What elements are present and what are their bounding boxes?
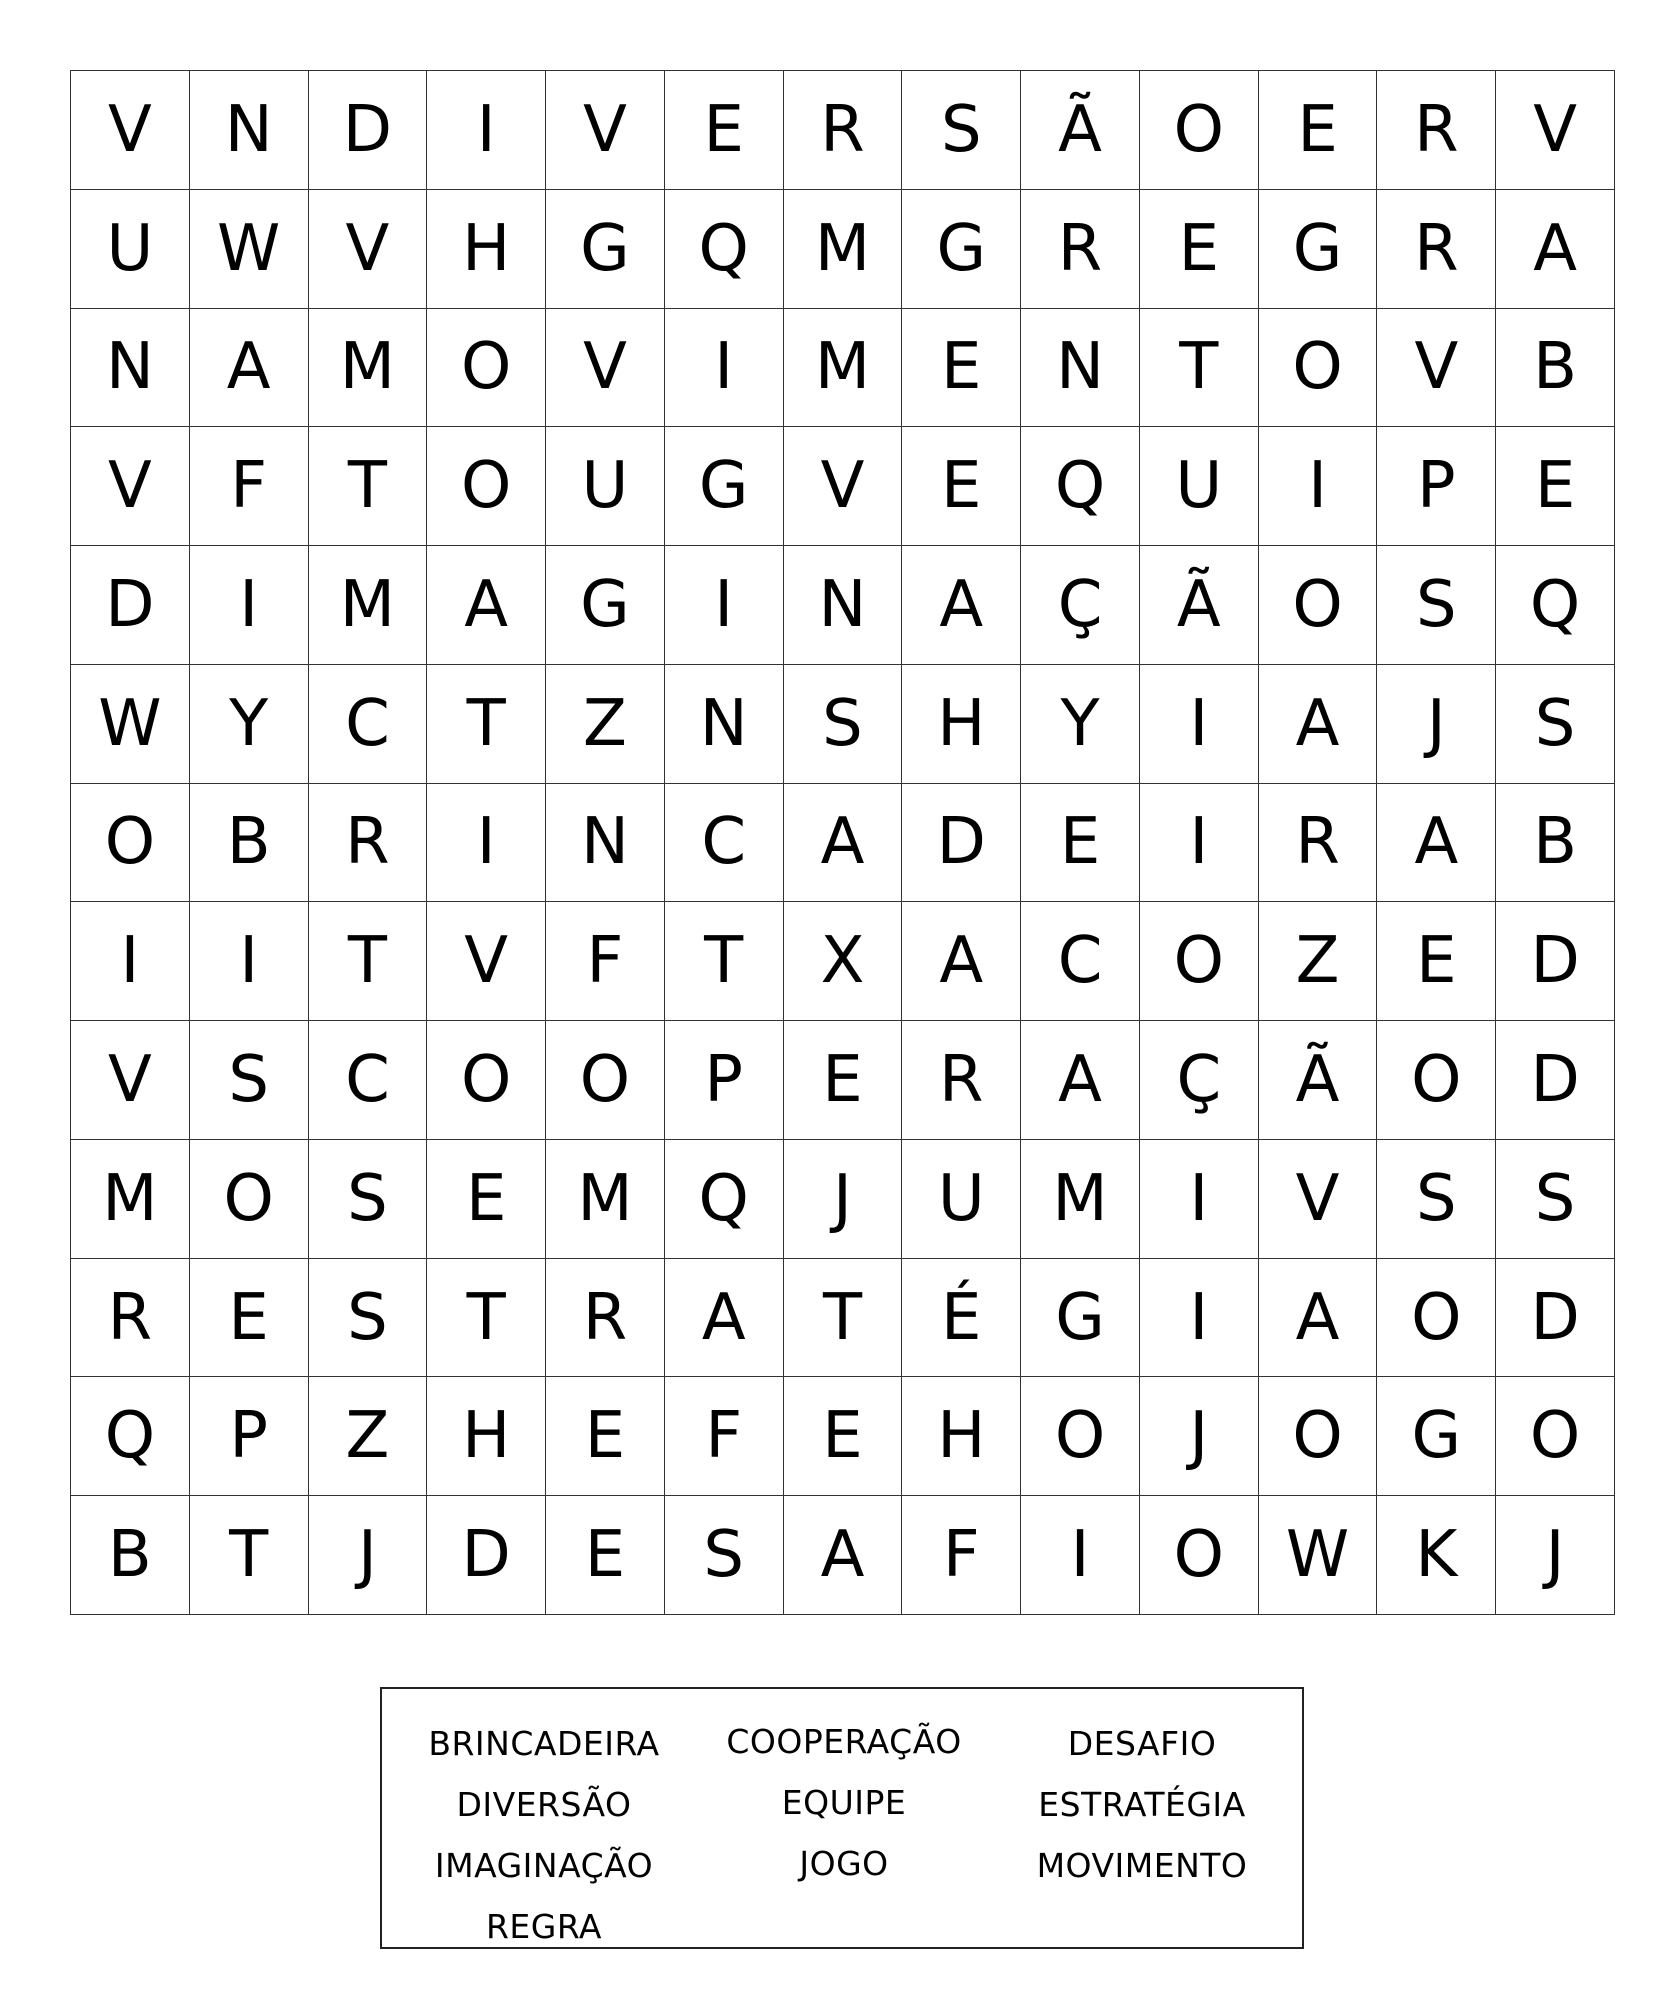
grid-cell[interactable]: G [1259, 190, 1378, 309]
grid-cell[interactable]: A [784, 784, 903, 903]
grid-cell[interactable]: U [1140, 427, 1259, 546]
grid-cell[interactable]: Y [190, 665, 309, 784]
grid-cell[interactable]: O [1140, 902, 1259, 1021]
grid-cell[interactable]: R [1259, 784, 1378, 903]
grid-cell[interactable]: C [665, 784, 784, 903]
grid-cell[interactable]: Y [1021, 665, 1140, 784]
grid-cell[interactable]: I [1259, 427, 1378, 546]
grid-cell[interactable]: A [1259, 1259, 1378, 1378]
grid-cell[interactable]: B [1496, 784, 1615, 903]
grid-cell[interactable]: S [309, 1259, 428, 1378]
grid-cell[interactable]: I [427, 71, 546, 190]
grid-cell[interactable]: K [1377, 1496, 1496, 1615]
grid-cell[interactable]: I [1140, 1259, 1259, 1378]
grid-cell[interactable]: O [1259, 309, 1378, 428]
grid-cell[interactable]: R [902, 1021, 1021, 1140]
grid-cell[interactable]: S [1496, 665, 1615, 784]
grid-cell[interactable]: Q [1496, 546, 1615, 665]
grid-cell[interactable]: R [309, 784, 428, 903]
grid-cell[interactable]: T [427, 665, 546, 784]
grid-cell[interactable]: E [1021, 784, 1140, 903]
grid-cell[interactable]: O [1259, 1377, 1378, 1496]
grid-cell[interactable]: E [546, 1377, 665, 1496]
grid-cell[interactable]: O [1496, 1377, 1615, 1496]
grid-cell[interactable]: D [902, 784, 1021, 903]
grid-cell[interactable]: Ã [1021, 71, 1140, 190]
grid-cell[interactable]: N [784, 546, 903, 665]
letter-grid [70, 70, 1615, 1615]
grid-cell[interactable]: M [784, 190, 903, 309]
grid-cell[interactable]: A [902, 902, 1021, 1021]
word-brincadeira: BRINCADEIRA [428, 1724, 660, 1763]
grid-cell[interactable]: S [902, 71, 1021, 190]
grid-cell[interactable]: J [309, 1496, 428, 1615]
grid-cell[interactable]: V [309, 190, 428, 309]
grid-cell[interactable]: Ã [1140, 546, 1259, 665]
grid-cell[interactable]: M [309, 309, 428, 428]
grid-cell[interactable]: E [784, 1377, 903, 1496]
grid-cell[interactable]: A [427, 546, 546, 665]
grid-cell[interactable]: J [1496, 1496, 1615, 1615]
word-list-column-1 [394, 1713, 694, 1957]
grid-cell[interactable]: F [546, 902, 665, 1021]
grid-cell[interactable]: D [309, 71, 428, 190]
grid-cell[interactable]: O [190, 1140, 309, 1259]
grid-cell[interactable]: T [190, 1496, 309, 1615]
grid-cell[interactable]: O [1377, 1021, 1496, 1140]
grid-cell[interactable]: O [546, 1021, 665, 1140]
grid-cell[interactable]: C [1021, 902, 1140, 1021]
grid-cell[interactable]: S [309, 1140, 428, 1259]
word-cooperacao: COOPERAÇÃO [726, 1722, 962, 1761]
grid-cell[interactable]: A [665, 1259, 784, 1378]
grid-cell[interactable]: E [1259, 71, 1378, 190]
grid-cell[interactable]: U [902, 1140, 1021, 1259]
grid-cell[interactable]: A [190, 309, 309, 428]
grid-cell[interactable]: M [71, 1140, 190, 1259]
grid-cell[interactable]: D [1496, 1259, 1615, 1378]
grid-cell[interactable]: G [546, 546, 665, 665]
grid-cell[interactable]: F [190, 427, 309, 546]
grid-cell[interactable]: G [546, 190, 665, 309]
grid-cell[interactable]: S [784, 665, 903, 784]
grid-cell[interactable]: E [427, 1140, 546, 1259]
word-desafio: DESAFIO [1067, 1724, 1217, 1763]
grid-cell[interactable]: A [784, 1496, 903, 1615]
grid-cell[interactable]: T [1140, 309, 1259, 428]
grid-cell[interactable]: O [1140, 71, 1259, 190]
grid-cell[interactable]: C [309, 1021, 428, 1140]
word-estrategia: ESTRATÉGIA [1038, 1785, 1246, 1824]
grid-cell[interactable]: Q [71, 1377, 190, 1496]
grid-cell[interactable]: H [902, 1377, 1021, 1496]
grid-cell[interactable]: M [546, 1140, 665, 1259]
grid-cell[interactable]: M [1021, 1140, 1140, 1259]
grid-cell[interactable]: O [427, 1021, 546, 1140]
grid-cell[interactable]: E [902, 309, 1021, 428]
grid-cell[interactable]: F [665, 1377, 784, 1496]
grid-cell[interactable]: O [427, 309, 546, 428]
grid-cell[interactable]: J [784, 1140, 903, 1259]
grid-cell[interactable]: R [1377, 71, 1496, 190]
grid-cell[interactable]: E [665, 71, 784, 190]
word-movimento: MOVIMENTO [1036, 1846, 1248, 1885]
grid-cell[interactable]: I [190, 902, 309, 1021]
grid-cell[interactable]: I [1140, 1140, 1259, 1259]
grid-cell[interactable]: I [1140, 784, 1259, 903]
word-diversao: DIVERSÃO [456, 1785, 632, 1824]
grid-cell[interactable]: D [1496, 1021, 1615, 1140]
grid-cell[interactable]: H [427, 1377, 546, 1496]
grid-cell[interactable]: G [1021, 1259, 1140, 1378]
grid-cell[interactable]: Q [665, 190, 784, 309]
grid-cell[interactable]: T [309, 427, 428, 546]
grid-cell[interactable]: V [427, 902, 546, 1021]
grid-cell[interactable]: B [1496, 309, 1615, 428]
grid-cell[interactable]: R [1021, 190, 1140, 309]
grid-cell[interactable]: H [902, 665, 1021, 784]
grid-cell[interactable]: G [1377, 1377, 1496, 1496]
grid-cell[interactable]: E [190, 1259, 309, 1378]
grid-cell[interactable]: B [190, 784, 309, 903]
grid-cell[interactable]: I [665, 309, 784, 428]
grid-cell[interactable]: E [902, 427, 1021, 546]
word-list-box [380, 1687, 1304, 1949]
grid-cell[interactable]: É [902, 1259, 1021, 1378]
grid-cell[interactable]: I [190, 546, 309, 665]
grid-cell[interactable]: T [309, 902, 428, 1021]
grid-cell[interactable]: I [665, 546, 784, 665]
grid-cell[interactable]: P [665, 1021, 784, 1140]
grid-cell[interactable]: V [71, 427, 190, 546]
grid-cell[interactable]: J [1140, 1377, 1259, 1496]
grid-cell[interactable]: R [546, 1259, 665, 1378]
grid-cell[interactable]: S [190, 1021, 309, 1140]
grid-cell[interactable]: H [427, 190, 546, 309]
grid-cell[interactable]: Z [546, 665, 665, 784]
grid-cell[interactable]: I [427, 784, 546, 903]
grid-cell[interactable]: W [1259, 1496, 1378, 1615]
grid-cell[interactable]: Ç [1140, 1021, 1259, 1140]
grid-cell[interactable]: Q [665, 1140, 784, 1259]
grid-cell[interactable]: V [546, 309, 665, 428]
grid-cell[interactable]: N [71, 309, 190, 428]
grid-cell[interactable]: S [1377, 1140, 1496, 1259]
grid-cell[interactable]: G [665, 427, 784, 546]
grid-cell[interactable]: I [71, 902, 190, 1021]
grid-cell[interactable]: S [1377, 546, 1496, 665]
grid-cell[interactable]: E [1377, 902, 1496, 1021]
grid-cell[interactable]: T [665, 902, 784, 1021]
grid-cell[interactable]: Ç [1021, 546, 1140, 665]
grid-cell[interactable]: N [546, 784, 665, 903]
grid-cell[interactable]: W [71, 665, 190, 784]
grid-cell[interactable]: O [427, 427, 546, 546]
grid-cell[interactable]: Z [309, 1377, 428, 1496]
grid-cell[interactable]: R [1377, 190, 1496, 309]
grid-cell[interactable]: N [190, 71, 309, 190]
grid-cell[interactable]: S [665, 1496, 784, 1615]
word-equipe: EQUIPE [781, 1783, 907, 1822]
word-jogo: JOGO [799, 1844, 889, 1883]
grid-cell[interactable]: O [1377, 1259, 1496, 1378]
grid-cell[interactable]: G [902, 190, 1021, 309]
grid-cell[interactable]: D [71, 546, 190, 665]
grid-cell[interactable]: M [309, 546, 428, 665]
grid-cell[interactable]: C [309, 665, 428, 784]
word-list-column-3 [992, 1713, 1292, 1896]
grid-cell[interactable]: E [1140, 190, 1259, 309]
grid-cell[interactable]: V [784, 427, 903, 546]
grid-cell[interactable]: V [1259, 1140, 1378, 1259]
grid-cell[interactable]: O [1259, 546, 1378, 665]
grid-cell[interactable]: E [546, 1496, 665, 1615]
grid-cell[interactable]: A [1021, 1021, 1140, 1140]
grid-cell[interactable]: P [190, 1377, 309, 1496]
grid-cell[interactable]: W [190, 190, 309, 309]
grid-cell[interactable]: V [1496, 71, 1615, 190]
word-list-column-2 [694, 1711, 994, 1894]
grid-cell[interactable]: N [665, 665, 784, 784]
grid-cell[interactable]: V [546, 71, 665, 190]
grid-cell[interactable]: Q [1021, 427, 1140, 546]
grid-cell[interactable]: R [784, 71, 903, 190]
grid-cell[interactable]: A [902, 546, 1021, 665]
grid-cell[interactable]: Z [1259, 902, 1378, 1021]
grid-cell[interactable]: V [71, 1021, 190, 1140]
grid-cell[interactable]: N [1021, 309, 1140, 428]
grid-cell[interactable]: I [1021, 1496, 1140, 1615]
grid-cell[interactable]: A [1377, 784, 1496, 903]
grid-cell[interactable]: V [1377, 309, 1496, 428]
word-imaginacao: IMAGINAÇÃO [434, 1846, 654, 1885]
grid-cell[interactable]: P [1377, 427, 1496, 546]
grid-cell[interactable]: I [1140, 665, 1259, 784]
grid-cell[interactable]: O [1021, 1377, 1140, 1496]
grid-cell[interactable]: M [784, 309, 903, 428]
grid-cell[interactable]: D [427, 1496, 546, 1615]
grid-cell[interactable]: V [71, 71, 190, 190]
grid-cell[interactable]: S [1496, 1140, 1615, 1259]
grid-cell[interactable]: O [1140, 1496, 1259, 1615]
word-regra: REGRA [485, 1907, 603, 1946]
grid-cell[interactable]: F [902, 1496, 1021, 1615]
grid-cell[interactable]: D [1496, 902, 1615, 1021]
grid-cell[interactable]: T [427, 1259, 546, 1378]
grid-cell[interactable]: Ã [1259, 1021, 1378, 1140]
grid-cell[interactable]: R [71, 1259, 190, 1378]
grid-cell[interactable]: U [71, 190, 190, 309]
grid-cell[interactable]: E [1496, 427, 1615, 546]
grid-cell[interactable]: X [784, 902, 903, 1021]
grid-cell[interactable]: A [1496, 190, 1615, 309]
grid-cell[interactable]: E [784, 1021, 903, 1140]
grid-cell[interactable]: U [546, 427, 665, 546]
grid-cell[interactable]: A [1259, 665, 1378, 784]
grid-cell[interactable]: O [71, 784, 190, 903]
grid-cell[interactable]: J [1377, 665, 1496, 784]
grid-cell[interactable]: B [71, 1496, 190, 1615]
grid-cell[interactable]: T [784, 1259, 903, 1378]
